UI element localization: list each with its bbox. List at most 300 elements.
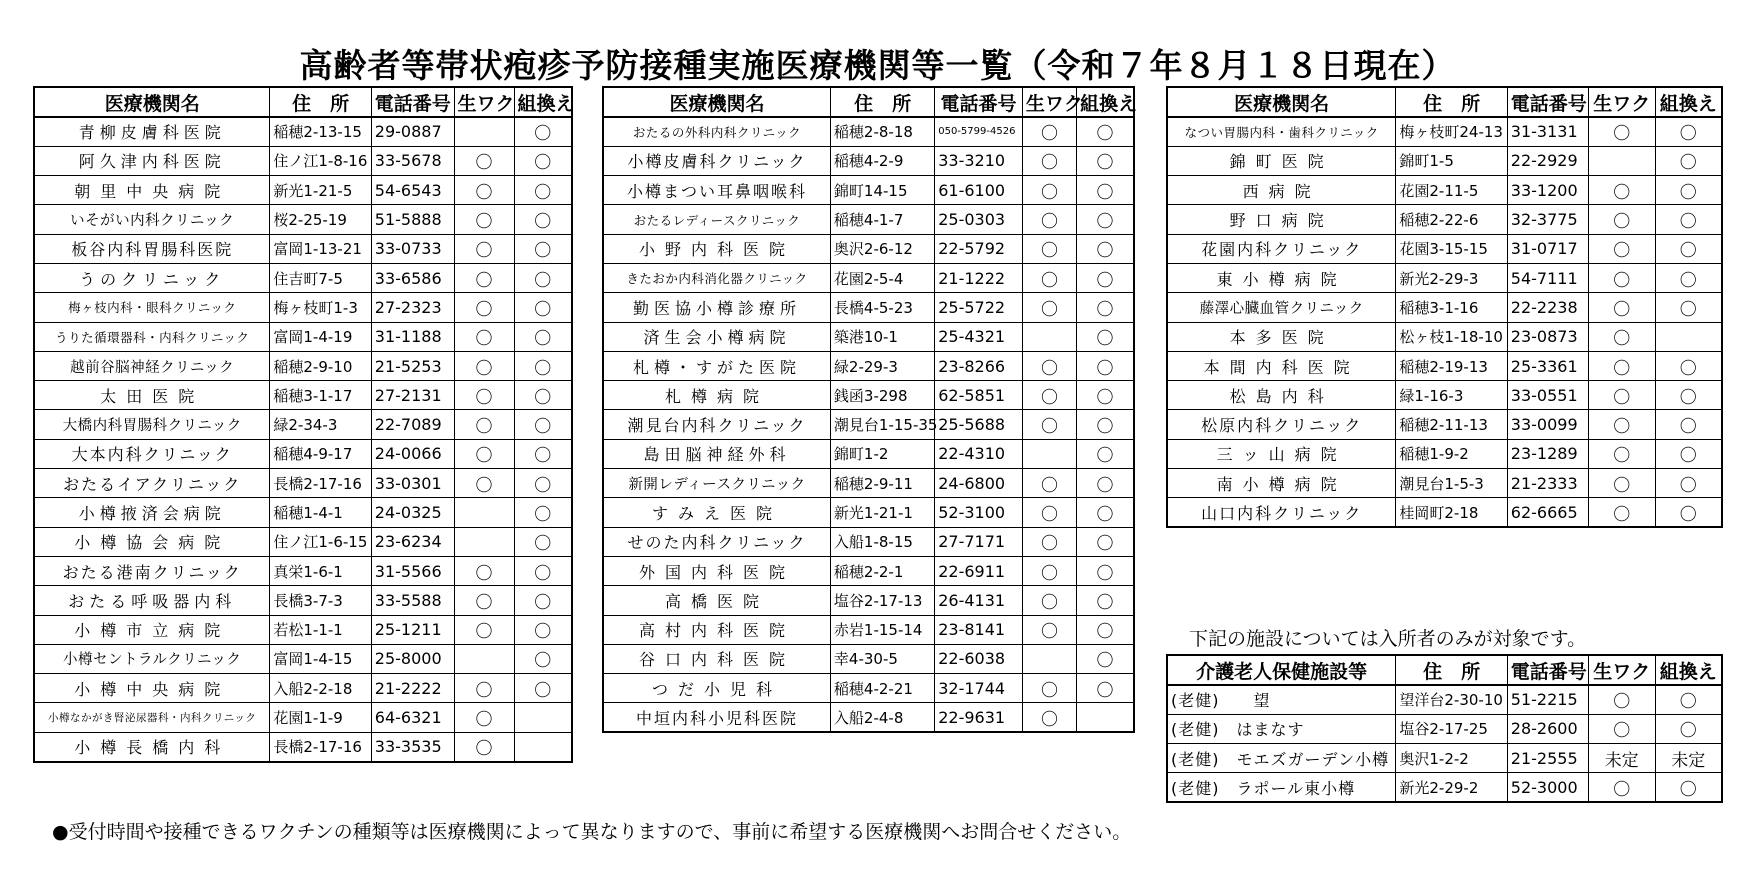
table-row bbox=[1167, 469, 1722, 498]
institution-name: せのた内科クリニック bbox=[603, 527, 830, 556]
table-row bbox=[34, 527, 572, 556]
live-vaccine-mark: 未定 bbox=[1588, 744, 1655, 773]
phone-number: 27-7171 bbox=[935, 527, 1023, 556]
phone-number: 22-9631 bbox=[935, 703, 1023, 732]
address: 新光2-29-3 bbox=[1396, 263, 1507, 292]
live-vaccine-mark: 〇 bbox=[454, 293, 514, 322]
column-header: 組換え bbox=[514, 87, 572, 117]
institution-name: 太田医院 bbox=[34, 381, 270, 410]
table-body bbox=[1167, 117, 1722, 527]
table-row bbox=[34, 615, 572, 644]
live-vaccine-mark bbox=[1022, 644, 1076, 673]
institution-name: 青柳皮膚科医院 bbox=[34, 117, 270, 146]
recombinant-vaccine-mark: 未定 bbox=[1655, 744, 1722, 773]
recombinant-vaccine-mark bbox=[1655, 322, 1722, 351]
phone-number: 33-5678 bbox=[371, 146, 454, 175]
recombinant-vaccine-mark: 〇 bbox=[514, 586, 572, 615]
address: 望洋台2-30-10 bbox=[1396, 685, 1507, 714]
institution-name: 谷口内科医院 bbox=[603, 644, 830, 673]
phone-number: 22-4310 bbox=[935, 439, 1023, 468]
address: 長橋4-5-23 bbox=[830, 293, 934, 322]
institution-name: 花園内科クリニック bbox=[1167, 234, 1396, 263]
live-vaccine-mark: 〇 bbox=[1022, 263, 1076, 292]
table-row bbox=[603, 263, 1134, 292]
institution-name: 錦町医院 bbox=[1167, 146, 1396, 175]
live-vaccine-mark: 〇 bbox=[1588, 117, 1655, 146]
institution-name: (老健) モエズガーデン小樽 bbox=[1167, 744, 1396, 773]
institution-name: 札樽病院 bbox=[603, 381, 830, 410]
recombinant-vaccine-mark: 〇 bbox=[1655, 176, 1722, 205]
address: 錦町14-15 bbox=[830, 176, 934, 205]
page-title: 高齢者等帯状疱疹予防接種実施医療機関等一覧（令和７年８月１８日現在） bbox=[299, 46, 1456, 85]
recombinant-vaccine-mark: 〇 bbox=[514, 205, 572, 234]
address: 稲穂2-9-10 bbox=[270, 351, 371, 380]
address: 緑2-34-3 bbox=[270, 410, 371, 439]
live-vaccine-mark: 〇 bbox=[1022, 117, 1076, 146]
live-vaccine-mark: 〇 bbox=[1022, 410, 1076, 439]
recombinant-vaccine-mark: 〇 bbox=[514, 527, 572, 556]
institution-name: おたるレディースクリニック bbox=[603, 205, 830, 234]
recombinant-vaccine-mark: 〇 bbox=[1077, 498, 1134, 527]
table-row bbox=[34, 322, 572, 351]
address: 長橋2-17-16 bbox=[270, 469, 371, 498]
phone-number: 29-0887 bbox=[371, 117, 454, 146]
phone-number: 23-8141 bbox=[935, 615, 1023, 644]
address: 赤岩1-15-14 bbox=[830, 615, 934, 644]
phone-number: 33-3210 bbox=[935, 146, 1023, 175]
institution-name: 小樽皮膚科クリニック bbox=[603, 146, 830, 175]
recombinant-vaccine-mark bbox=[1077, 703, 1134, 732]
phone-number: 22-2929 bbox=[1507, 146, 1588, 175]
phone-number: 33-0551 bbox=[1507, 381, 1588, 410]
table-row bbox=[603, 527, 1134, 556]
institution-name: いそがい内科クリニック bbox=[34, 205, 270, 234]
address: 新光2-29-2 bbox=[1396, 773, 1507, 802]
institution-name: 小樽まつい耳鼻咽喉科 bbox=[603, 176, 830, 205]
table-row bbox=[603, 351, 1134, 380]
column-header: 生ワク bbox=[1588, 87, 1655, 117]
institution-name: おたる呼吸器内科 bbox=[34, 586, 270, 615]
address: 梅ヶ枝町1-3 bbox=[270, 293, 371, 322]
live-vaccine-mark: 〇 bbox=[1588, 263, 1655, 292]
recombinant-vaccine-mark: 〇 bbox=[1655, 685, 1722, 714]
column-header: 組換え bbox=[1655, 87, 1722, 117]
address: 銭函3-298 bbox=[830, 381, 934, 410]
phone-number: 22-2238 bbox=[1507, 293, 1588, 322]
clinic-table-1 bbox=[33, 86, 573, 763]
recombinant-vaccine-mark: 〇 bbox=[514, 498, 572, 527]
live-vaccine-mark: 〇 bbox=[1588, 176, 1655, 205]
address: 稲穂2-22-6 bbox=[1396, 205, 1507, 234]
live-vaccine-mark: 〇 bbox=[1588, 714, 1655, 743]
live-vaccine-mark: 〇 bbox=[1022, 381, 1076, 410]
institution-name: 外国内科医院 bbox=[603, 556, 830, 585]
phone-number: 25-5688 bbox=[935, 410, 1023, 439]
phone-number: 31-5566 bbox=[371, 556, 454, 585]
institution-name: 中垣内科小児科医院 bbox=[603, 703, 830, 732]
table-row bbox=[1167, 205, 1722, 234]
address: 花園3-15-15 bbox=[1396, 234, 1507, 263]
recombinant-vaccine-mark: 〇 bbox=[1655, 146, 1722, 175]
address: 新光1-21-1 bbox=[830, 498, 934, 527]
phone-number: 23-1289 bbox=[1507, 439, 1588, 468]
table-row bbox=[603, 615, 1134, 644]
institution-name: なつい胃腸内科・歯科クリニック bbox=[1167, 117, 1396, 146]
recombinant-vaccine-mark: 〇 bbox=[1655, 234, 1722, 263]
recombinant-vaccine-mark: 〇 bbox=[514, 410, 572, 439]
table-row bbox=[1167, 234, 1722, 263]
phone-number: 51-2215 bbox=[1507, 685, 1588, 714]
table-header-row bbox=[603, 87, 1134, 117]
live-vaccine-mark: 〇 bbox=[454, 322, 514, 351]
address: 潮見台1-15-35 bbox=[830, 410, 934, 439]
institution-name: 潮見台内科クリニック bbox=[603, 410, 830, 439]
phone-number: 26-4131 bbox=[935, 586, 1023, 615]
column-header: 生ワク bbox=[1588, 655, 1655, 685]
recombinant-vaccine-mark: 〇 bbox=[514, 439, 572, 468]
column-header: 医療機関名 bbox=[603, 87, 830, 117]
recombinant-vaccine-mark: 〇 bbox=[514, 351, 572, 380]
table-row bbox=[1167, 176, 1722, 205]
live-vaccine-mark: 〇 bbox=[454, 469, 514, 498]
live-vaccine-mark: 〇 bbox=[1588, 293, 1655, 322]
table-row bbox=[1167, 439, 1722, 468]
live-vaccine-mark: 〇 bbox=[454, 381, 514, 410]
table-row bbox=[1167, 714, 1722, 743]
table-row bbox=[34, 703, 572, 732]
institution-name: 野口病院 bbox=[1167, 205, 1396, 234]
table-row bbox=[603, 117, 1134, 146]
institution-name: 新開レディースクリニック bbox=[603, 469, 830, 498]
live-vaccine-mark: 〇 bbox=[454, 732, 514, 761]
recombinant-vaccine-mark: 〇 bbox=[1077, 410, 1134, 439]
recombinant-vaccine-mark: 〇 bbox=[514, 674, 572, 703]
phone-number: 27-2131 bbox=[371, 381, 454, 410]
phone-number: 54-6543 bbox=[371, 176, 454, 205]
address: 築港10-1 bbox=[830, 322, 934, 351]
address: 稲穂3-1-16 bbox=[1396, 293, 1507, 322]
phone-number: 21-2555 bbox=[1507, 744, 1588, 773]
institution-name: 小樽中央病院 bbox=[34, 674, 270, 703]
column-header: 組換え bbox=[1655, 655, 1722, 685]
institution-name: 本間内科医院 bbox=[1167, 351, 1396, 380]
institution-name: 梅ヶ枝内科・眼科クリニック bbox=[34, 293, 270, 322]
live-vaccine-mark: 〇 bbox=[1588, 439, 1655, 468]
phone-number: 23-8266 bbox=[935, 351, 1023, 380]
address: 稲穂2-2-1 bbox=[830, 556, 934, 585]
institution-name: 小樽掖済会病院 bbox=[34, 498, 270, 527]
live-vaccine-mark: 〇 bbox=[454, 410, 514, 439]
recombinant-vaccine-mark: 〇 bbox=[1655, 205, 1722, 234]
address: 富岡1-4-15 bbox=[270, 644, 371, 673]
address: 稲穂4-9-17 bbox=[270, 439, 371, 468]
facility-note: 下記の施設については入所者のみが対象です。 bbox=[1189, 628, 1587, 650]
table-row bbox=[34, 644, 572, 673]
phone-number: 21-5253 bbox=[371, 351, 454, 380]
live-vaccine-mark: 〇 bbox=[1022, 176, 1076, 205]
table-row bbox=[34, 410, 572, 439]
address: 富岡1-13-21 bbox=[270, 234, 371, 263]
recombinant-vaccine-mark: 〇 bbox=[1077, 293, 1134, 322]
live-vaccine-mark: 〇 bbox=[454, 703, 514, 732]
table-row bbox=[34, 176, 572, 205]
recombinant-vaccine-mark: 〇 bbox=[1655, 469, 1722, 498]
institution-name: 済生会小樽病院 bbox=[603, 322, 830, 351]
table-row bbox=[603, 674, 1134, 703]
column-header: 電話番号 bbox=[371, 87, 454, 117]
live-vaccine-mark: 〇 bbox=[1022, 615, 1076, 644]
live-vaccine-mark: 〇 bbox=[454, 439, 514, 468]
phone-number: 25-3361 bbox=[1507, 351, 1588, 380]
address: 長橋2-17-16 bbox=[270, 732, 371, 761]
recombinant-vaccine-mark: 〇 bbox=[1077, 176, 1134, 205]
live-vaccine-mark: 〇 bbox=[1588, 469, 1655, 498]
table-row bbox=[603, 703, 1134, 732]
table-row bbox=[1167, 498, 1722, 527]
institution-name: 東小樽病院 bbox=[1167, 263, 1396, 292]
phone-number: 28-2600 bbox=[1507, 714, 1588, 743]
address: 稲穂1-4-1 bbox=[270, 498, 371, 527]
recombinant-vaccine-mark bbox=[514, 703, 572, 732]
address: 住ノ江1-6-15 bbox=[270, 527, 371, 556]
column-header: 生ワク bbox=[454, 87, 514, 117]
address: 緑1-16-3 bbox=[1396, 381, 1507, 410]
recombinant-vaccine-mark: 〇 bbox=[514, 234, 572, 263]
recombinant-vaccine-mark: 〇 bbox=[514, 644, 572, 673]
institution-name: 高村内科医院 bbox=[603, 615, 830, 644]
live-vaccine-mark bbox=[454, 498, 514, 527]
institution-name: おたる港南クリニック bbox=[34, 556, 270, 585]
live-vaccine-mark: 〇 bbox=[454, 234, 514, 263]
table-row bbox=[34, 293, 572, 322]
phone-number: 52-3100 bbox=[935, 498, 1023, 527]
table-header-row bbox=[34, 87, 572, 117]
institution-name: 大本内科クリニック bbox=[34, 439, 270, 468]
recombinant-vaccine-mark: 〇 bbox=[1077, 615, 1134, 644]
table-row bbox=[1167, 322, 1722, 351]
live-vaccine-mark: 〇 bbox=[454, 263, 514, 292]
table-row bbox=[603, 176, 1134, 205]
institution-name: 島田脳神経外科 bbox=[603, 439, 830, 468]
recombinant-vaccine-mark: 〇 bbox=[1077, 205, 1134, 234]
institution-name: 朝里中央病院 bbox=[34, 176, 270, 205]
live-vaccine-mark: 〇 bbox=[1588, 351, 1655, 380]
address: 錦町1-5 bbox=[1396, 146, 1507, 175]
phone-number: 62-5851 bbox=[935, 381, 1023, 410]
recombinant-vaccine-mark: 〇 bbox=[1077, 644, 1134, 673]
table-row bbox=[1167, 351, 1722, 380]
address: 稲穂2-11-13 bbox=[1396, 410, 1507, 439]
table-row bbox=[34, 117, 572, 146]
live-vaccine-mark: 〇 bbox=[454, 556, 514, 585]
recombinant-vaccine-mark: 〇 bbox=[1655, 263, 1722, 292]
phone-number: 21-2222 bbox=[371, 674, 454, 703]
phone-number: 21-2333 bbox=[1507, 469, 1588, 498]
address: 稲穂2-13-15 bbox=[270, 117, 371, 146]
live-vaccine-mark bbox=[454, 117, 514, 146]
column-header: 介護老人保健施設等 bbox=[1167, 655, 1396, 685]
institution-name: (老健) ラポール東小樽 bbox=[1167, 773, 1396, 802]
table-row bbox=[603, 293, 1134, 322]
live-vaccine-mark: 〇 bbox=[1588, 234, 1655, 263]
address: 住吉町7-5 bbox=[270, 263, 371, 292]
table-row bbox=[34, 586, 572, 615]
phone-number: 64-6321 bbox=[371, 703, 454, 732]
phone-number: 25-8000 bbox=[371, 644, 454, 673]
live-vaccine-mark: 〇 bbox=[1022, 205, 1076, 234]
live-vaccine-mark: 〇 bbox=[1022, 674, 1076, 703]
phone-number: 25-1211 bbox=[371, 615, 454, 644]
phone-number: 22-6911 bbox=[935, 556, 1023, 585]
recombinant-vaccine-mark: 〇 bbox=[1655, 117, 1722, 146]
column-header: 住 所 bbox=[1396, 655, 1507, 685]
phone-number: 27-2323 bbox=[371, 293, 454, 322]
table-row bbox=[34, 498, 572, 527]
address: 稲穂4-2-21 bbox=[830, 674, 934, 703]
institution-name: 小野内科医院 bbox=[603, 234, 830, 263]
recombinant-vaccine-mark: 〇 bbox=[1077, 381, 1134, 410]
address: 稲穂2-19-13 bbox=[1396, 351, 1507, 380]
table-row bbox=[1167, 263, 1722, 292]
live-vaccine-mark: 〇 bbox=[1588, 381, 1655, 410]
institution-name: おたるの外科内科クリニック bbox=[603, 117, 830, 146]
phone-number: 32-1744 bbox=[935, 674, 1023, 703]
live-vaccine-mark bbox=[1588, 146, 1655, 175]
facility-table bbox=[1166, 654, 1723, 803]
live-vaccine-mark: 〇 bbox=[1022, 469, 1076, 498]
address: 稲穂3-1-17 bbox=[270, 381, 371, 410]
phone-number: 33-0301 bbox=[371, 469, 454, 498]
recombinant-vaccine-mark: 〇 bbox=[1655, 498, 1722, 527]
address: 稲穂2-8-18 bbox=[830, 117, 934, 146]
address: 稲穂2-9-11 bbox=[830, 469, 934, 498]
column-header: 住 所 bbox=[1396, 87, 1507, 117]
recombinant-vaccine-mark: 〇 bbox=[514, 176, 572, 205]
address: 幸4-30-5 bbox=[830, 644, 934, 673]
recombinant-vaccine-mark: 〇 bbox=[1655, 381, 1722, 410]
institution-name: おたるイアクリニック bbox=[34, 469, 270, 498]
institution-name: 三ッ山病院 bbox=[1167, 439, 1396, 468]
live-vaccine-mark: 〇 bbox=[1588, 410, 1655, 439]
live-vaccine-mark: 〇 bbox=[1022, 586, 1076, 615]
institution-name: 西病院 bbox=[1167, 176, 1396, 205]
phone-number: 21-1222 bbox=[935, 263, 1023, 292]
recombinant-vaccine-mark: 〇 bbox=[1077, 439, 1134, 468]
address: 錦町1-2 bbox=[830, 439, 934, 468]
table-row bbox=[1167, 744, 1722, 773]
table-row bbox=[1167, 381, 1722, 410]
address: 稲穂1-9-2 bbox=[1396, 439, 1507, 468]
address: 稲穂4-1-7 bbox=[830, 205, 934, 234]
column-header: 住 所 bbox=[830, 87, 934, 117]
institution-name: 小樽セントラルクリニック bbox=[34, 644, 270, 673]
address: 奥沢2-6-12 bbox=[830, 234, 934, 263]
live-vaccine-mark: 〇 bbox=[1588, 322, 1655, 351]
address: 花園2-11-5 bbox=[1396, 176, 1507, 205]
institution-name: 小樽市立病院 bbox=[34, 615, 270, 644]
institution-name: うのクリニック bbox=[34, 263, 270, 292]
table-row bbox=[34, 263, 572, 292]
recombinant-vaccine-mark: 〇 bbox=[514, 263, 572, 292]
recombinant-vaccine-mark: 〇 bbox=[1655, 410, 1722, 439]
recombinant-vaccine-mark: 〇 bbox=[1655, 293, 1722, 322]
recombinant-vaccine-mark: 〇 bbox=[1077, 469, 1134, 498]
address: 若松1-1-1 bbox=[270, 615, 371, 644]
address: 入船1-8-15 bbox=[830, 527, 934, 556]
institution-name: 松原内科クリニック bbox=[1167, 410, 1396, 439]
address: 桂岡町2-18 bbox=[1396, 498, 1507, 527]
phone-number: 33-0099 bbox=[1507, 410, 1588, 439]
table-row bbox=[603, 146, 1134, 175]
live-vaccine-mark: 〇 bbox=[1588, 773, 1655, 802]
recombinant-vaccine-mark: 〇 bbox=[1077, 322, 1134, 351]
recombinant-vaccine-mark: 〇 bbox=[514, 293, 572, 322]
table-row bbox=[1167, 146, 1722, 175]
address: 富岡1-4-19 bbox=[270, 322, 371, 351]
table-row bbox=[34, 146, 572, 175]
phone-number: 33-5588 bbox=[371, 586, 454, 615]
live-vaccine-mark: 〇 bbox=[1022, 146, 1076, 175]
institution-name: 山口内科クリニック bbox=[1167, 498, 1396, 527]
phone-number: 22-6038 bbox=[935, 644, 1023, 673]
institution-name: 勤医協小樽診療所 bbox=[603, 293, 830, 322]
live-vaccine-mark bbox=[454, 644, 514, 673]
table-row bbox=[34, 556, 572, 585]
live-vaccine-mark: 〇 bbox=[1022, 527, 1076, 556]
live-vaccine-mark: 〇 bbox=[454, 615, 514, 644]
recombinant-vaccine-mark: 〇 bbox=[1077, 351, 1134, 380]
phone-number: 24-0066 bbox=[371, 439, 454, 468]
live-vaccine-mark: 〇 bbox=[1022, 293, 1076, 322]
table-body bbox=[1167, 685, 1722, 802]
table-row bbox=[603, 586, 1134, 615]
address: 塩谷2-17-25 bbox=[1396, 714, 1507, 743]
recombinant-vaccine-mark: 〇 bbox=[514, 322, 572, 351]
live-vaccine-mark: 〇 bbox=[1022, 234, 1076, 263]
table-body bbox=[603, 117, 1134, 732]
table-row bbox=[1167, 685, 1722, 714]
live-vaccine-mark: 〇 bbox=[1022, 498, 1076, 527]
institution-name: (老健) 望 bbox=[1167, 685, 1396, 714]
institution-name: 阿久津内科医院 bbox=[34, 146, 270, 175]
recombinant-vaccine-mark: 〇 bbox=[1655, 714, 1722, 743]
recombinant-vaccine-mark: 〇 bbox=[1077, 556, 1134, 585]
recombinant-vaccine-mark: 〇 bbox=[1077, 146, 1134, 175]
live-vaccine-mark: 〇 bbox=[1022, 351, 1076, 380]
address: 塩谷2-17-13 bbox=[830, 586, 934, 615]
recombinant-vaccine-mark: 〇 bbox=[514, 615, 572, 644]
column-header: 電話番号 bbox=[1507, 655, 1588, 685]
column-header: 医療機関名 bbox=[34, 87, 270, 117]
table-row bbox=[603, 439, 1134, 468]
column-header: 住 所 bbox=[270, 87, 371, 117]
table-header-row bbox=[1167, 655, 1722, 685]
institution-name: 藤澤心臓血管クリニック bbox=[1167, 293, 1396, 322]
address: 真栄1-6-1 bbox=[270, 556, 371, 585]
institution-name: 本多医院 bbox=[1167, 322, 1396, 351]
recombinant-vaccine-mark: 〇 bbox=[1077, 674, 1134, 703]
table-row bbox=[603, 556, 1134, 585]
recombinant-vaccine-mark: 〇 bbox=[1077, 117, 1134, 146]
phone-number: 31-1188 bbox=[371, 322, 454, 351]
table-row bbox=[603, 410, 1134, 439]
phone-number: 33-3535 bbox=[371, 732, 454, 761]
live-vaccine-mark: 〇 bbox=[454, 146, 514, 175]
table-row bbox=[603, 381, 1134, 410]
table-header-row bbox=[1167, 87, 1722, 117]
institution-name: 板谷内科胃腸科医院 bbox=[34, 234, 270, 263]
phone-number: 23-0873 bbox=[1507, 322, 1588, 351]
